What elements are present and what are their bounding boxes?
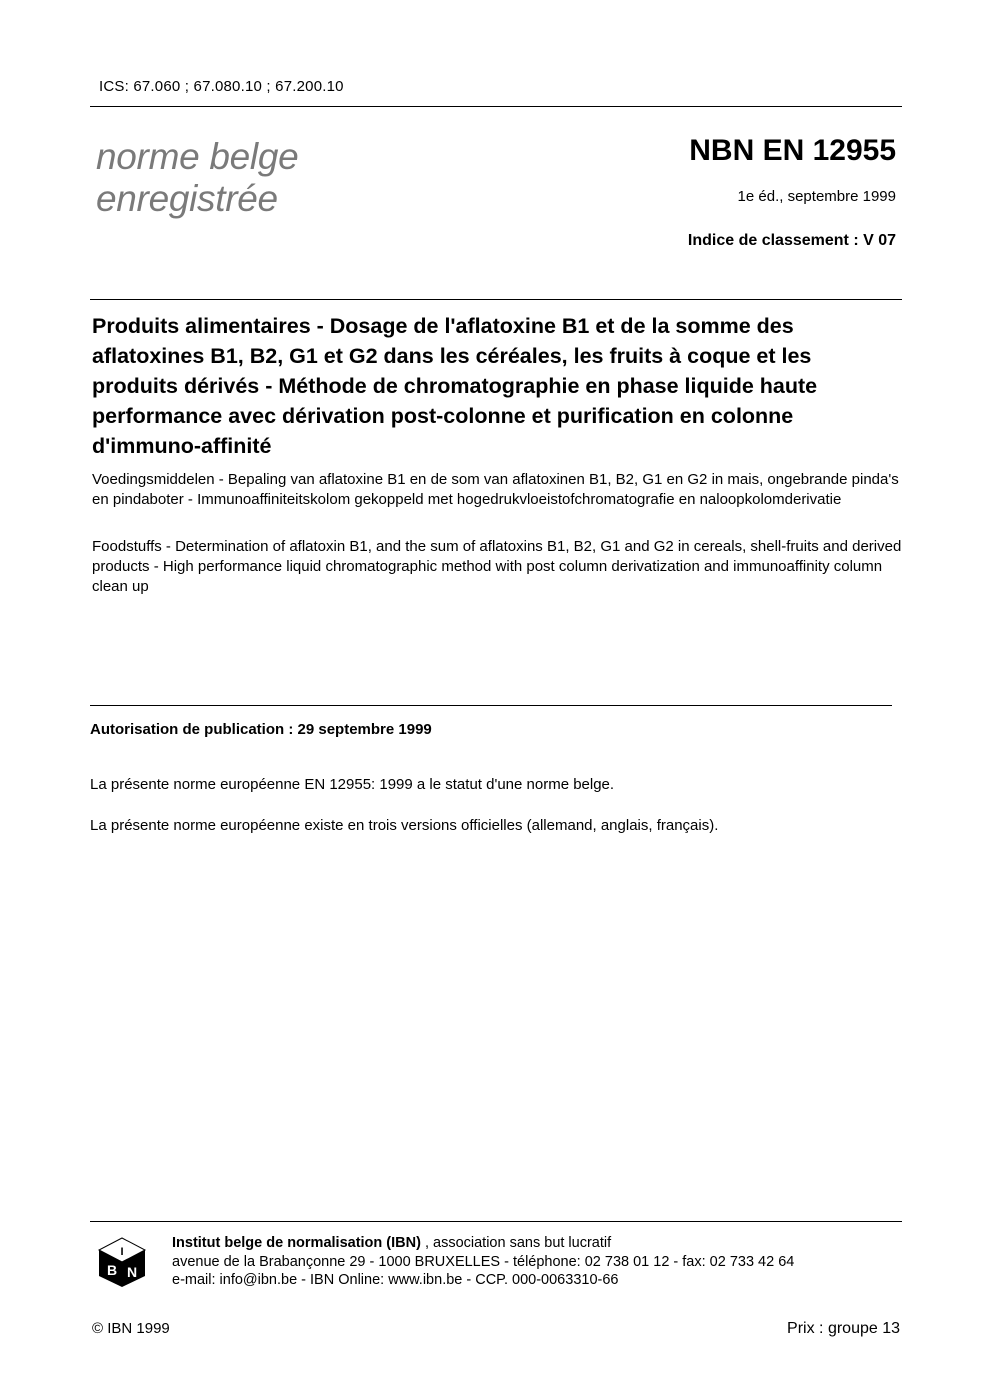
organisation-type: , association sans but lucratif — [420, 1235, 612, 1251]
organisation-name: Institut belge de normalisation (IBN) — [172, 1235, 421, 1251]
copyright-notice: © IBN 1999 — [92, 1320, 170, 1337]
edition-date: 1e éd., septembre 1999 — [737, 188, 896, 205]
title-english: Foodstuffs - Determination of aflatoxin B1, and the sum of aflatoxins B1, B2, G1 and G2 in cereals, shell-fruits and derived products - High performance liquid chromatographic method with post column derivatization and immunoaffinity column clean up — [92, 538, 902, 595]
title-french: Produits alimentaires - Dosage de l'aflatoxine B1 et de la somme des aflatoxines B1, B2, G1 et G2 dans les céréales, les fruits à coque et les produits dérivés - Méthode de chromatographie en phase liquide haute performance avec dérivation post-colonne et purification en colonne d'immuno-affinité — [92, 314, 818, 458]
brand-line-2: enregistrée — [96, 178, 278, 219]
brand-line-1: norme belge — [96, 136, 299, 177]
logo-letter-n: N — [126, 1264, 138, 1280]
title-dutch: Voedingsmiddelen - Bepaling van aflatoxine B1 en de som van aflatoxinen B1, B2, G1 en G2 in mais, ongebrande pinda's en pindaboter - Immunoaffiniteitskolom gekoppeld met hogedrukvloeistofchromatografie en naloopkolomderivatie — [92, 471, 899, 508]
classification-index: Indice de classement : V 07 — [687, 232, 896, 249]
ics-codes: ICS: 67.060 ; 67.080.10 ; 67.200.10 — [99, 78, 344, 95]
publication-authorisation: Autorisation de publication : 29 septembre 1999 — [90, 721, 432, 738]
organisation-address: avenue de la Brabançonne 29 - 1000 BRUXELLES - téléphone: 02 738 01 12 - fax: 02 733 42 64 — [172, 1253, 795, 1270]
versions-paragraph: La présente norme européenne existe en trois versions officielles (allemand, anglais, français). — [90, 817, 719, 834]
organisation-contact: e-mail: info@ibn.be - IBN Online: www.ibn.be - CCP. 000-0063310-66 — [172, 1272, 619, 1288]
body-divider — [90, 705, 892, 706]
logo-letter-b: B — [106, 1262, 118, 1278]
ibn-logo-icon — [96, 1236, 148, 1288]
standard-number: NBN EN 12955 — [689, 134, 896, 167]
brand-title — [96, 136, 298, 220]
top-divider — [90, 106, 902, 107]
status-paragraph: La présente norme européenne EN 12955: 1999 a le statut d'une norme belge. — [90, 776, 615, 793]
logo-letter-i: I — [120, 1246, 124, 1258]
footer-divider — [90, 1221, 902, 1222]
title-divider — [90, 299, 902, 300]
organisation-info — [172, 1234, 794, 1290]
price-group: Prix : groupe 13 — [787, 1320, 900, 1337]
organisation-line-1 — [172, 1234, 794, 1253]
